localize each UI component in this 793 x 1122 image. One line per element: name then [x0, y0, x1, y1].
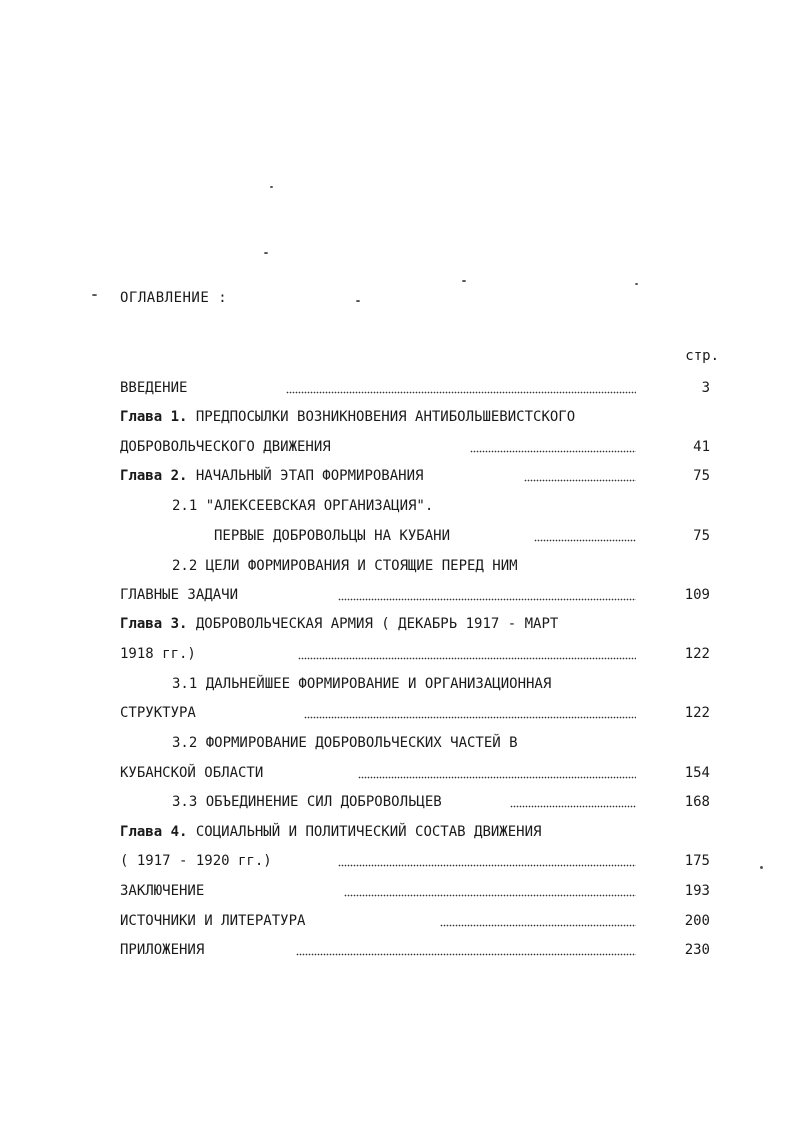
toc-entry-text: 3.1 ДАЛЬНЕЙШЕЕ ФОРМИРОВАНИЕ И ОРГАНИЗАЦИОННАЯ: [172, 676, 552, 692]
toc-entry-chapter-4-cont: [120, 851, 272, 871]
dot-leader: [344, 881, 636, 901]
scan-speck: [635, 283, 638, 285]
toc-entry-chapter-3-cont: [120, 644, 196, 664]
scan-speck: [462, 280, 466, 282]
toc-entry-section-3-1-cont: [120, 703, 196, 723]
toc-page-number: 193: [684, 883, 710, 899]
toc-entry-text: ПРЕДПОСЫЛКИ ВОЗНИКНОВЕНИЯ АНТИБОЛЬШЕВИСТСКОГО: [195, 409, 576, 425]
toc-page-number: 122: [684, 646, 710, 662]
scan-speck: [264, 252, 268, 254]
dot-leader: [470, 437, 636, 457]
toc-page-number: 41: [693, 439, 710, 455]
toc-entry-sources: [120, 911, 305, 931]
toc-entry-text: 2.1 "АЛЕКСЕЕВСКАЯ ОРГАНИЗАЦИЯ".: [172, 498, 434, 514]
toc-entry-introduction: [120, 378, 187, 398]
toc-entry-section-2-2-cont: [120, 585, 238, 605]
toc-entry-text: ВВЕДЕНИЕ: [120, 380, 188, 396]
dot-leader: [304, 703, 636, 723]
toc-entry-chapter-1: [120, 407, 575, 427]
toc-entry-text: ( 1917 - 1920 гг.): [120, 853, 272, 869]
scan-speck: [92, 294, 97, 296]
dot-leader: [358, 763, 636, 783]
toc-entry-text: ПЕРВЫЕ ДОБРОВОЛЬЦЫ НА КУБАНИ: [214, 528, 451, 544]
toc-entry-chapter-3: [120, 614, 558, 634]
dot-leader: [524, 466, 636, 486]
toc-entry-text: ЗАКЛЮЧЕНИЕ: [120, 883, 205, 899]
toc-entry-section-3-2: [172, 733, 518, 753]
chapter-prefix: Глава 4.: [120, 824, 188, 840]
dot-leader: [338, 585, 636, 605]
toc-entry-text: ПРИЛОЖЕНИЯ: [120, 942, 205, 958]
dot-leader: [338, 851, 636, 871]
dot-leader: [298, 644, 636, 664]
toc-entry-text: НАЧАЛЬНЫЙ ЭТАП ФОРМИРОВАНИЯ: [195, 468, 424, 484]
toc-page-number: 3: [701, 380, 710, 396]
toc-entry-section-2-1-cont: [214, 526, 450, 546]
dot-leader: [296, 940, 636, 960]
toc-entry-section-2-1: [172, 496, 433, 516]
toc-entry-text: ДОБРОВОЛЬЧЕСКАЯ АРМИЯ ( ДЕКАБРЬ 1917 - МАРТ: [195, 616, 559, 632]
scan-speck: [270, 186, 273, 188]
toc-entry-conclusion: [120, 881, 204, 901]
dot-leader: [510, 792, 636, 812]
dot-leader: [440, 911, 636, 931]
toc-entry-text: 3.3 ОБЪЕДИНЕНИЕ СИЛ ДОБРОВОЛЬЦЕВ: [172, 794, 442, 810]
toc-entry-text: 2.2 ЦЕЛИ ФОРМИРОВАНИЯ И СТОЯЩИЕ ПЕРЕД НИМ: [172, 558, 518, 574]
toc-entry-text: КУБАНСКОЙ ОБЛАСТИ: [120, 765, 264, 781]
toc-page-number: 154: [684, 765, 710, 781]
toc-entry-text: СОЦИАЛЬНЫЙ И ПОЛИТИЧЕСКИЙ СОСТАВ ДВИЖЕНИЯ: [195, 824, 542, 840]
chapter-prefix: Глава 2.: [120, 468, 188, 484]
toc-entry-chapter-2: [120, 466, 423, 486]
toc-entry-text: ГЛАВНЫЕ ЗАДАЧИ: [120, 587, 239, 603]
scan-speck: [760, 866, 763, 869]
toc-page-number: 168: [684, 794, 710, 810]
page-column-label: стр.: [685, 348, 719, 364]
toc-entry-chapter-4: [120, 822, 541, 842]
toc-entry-text: ИСТОЧНИКИ И ЛИТЕРАТУРА: [120, 913, 306, 929]
toc-entry-text: 3.2 ФОРМИРОВАНИЕ ДОБРОВОЛЬЧЕСКИХ ЧАСТЕЙ В: [172, 735, 518, 751]
toc-entry-section-2-2: [172, 556, 518, 576]
toc-entry-text: ДОБРОВОЛЬЧЕСКОГО ДВИЖЕНИЯ: [120, 439, 331, 455]
toc-entry-text: 1918 гг.): [120, 646, 196, 662]
toc-entry-appendices: [120, 940, 204, 960]
toc-entry-chapter-1-cont: [120, 437, 331, 457]
toc-entry-section-3-3: [172, 792, 442, 812]
dot-leader: [286, 378, 636, 398]
chapter-prefix: Глава 3.: [120, 616, 188, 632]
toc-entry-section-3-2-cont: [120, 763, 263, 783]
toc-page-number: 75: [693, 528, 710, 544]
toc-page-number: 122: [684, 705, 710, 721]
scan-speck: [356, 300, 360, 302]
toc-page-number: 200: [684, 913, 710, 929]
toc-heading: ОГЛАВЛЕНИЕ :: [120, 290, 228, 306]
toc-page-number: 109: [684, 587, 710, 603]
toc-page-number: 75: [693, 468, 710, 484]
toc-entry-section-3-1: [172, 674, 551, 694]
dot-leader: [534, 526, 636, 546]
toc-page-number: 230: [684, 942, 710, 958]
chapter-prefix: Глава 1.: [120, 409, 188, 425]
toc-entry-text: СТРУКТУРА: [120, 705, 196, 721]
toc-page-number: 175: [684, 853, 710, 869]
